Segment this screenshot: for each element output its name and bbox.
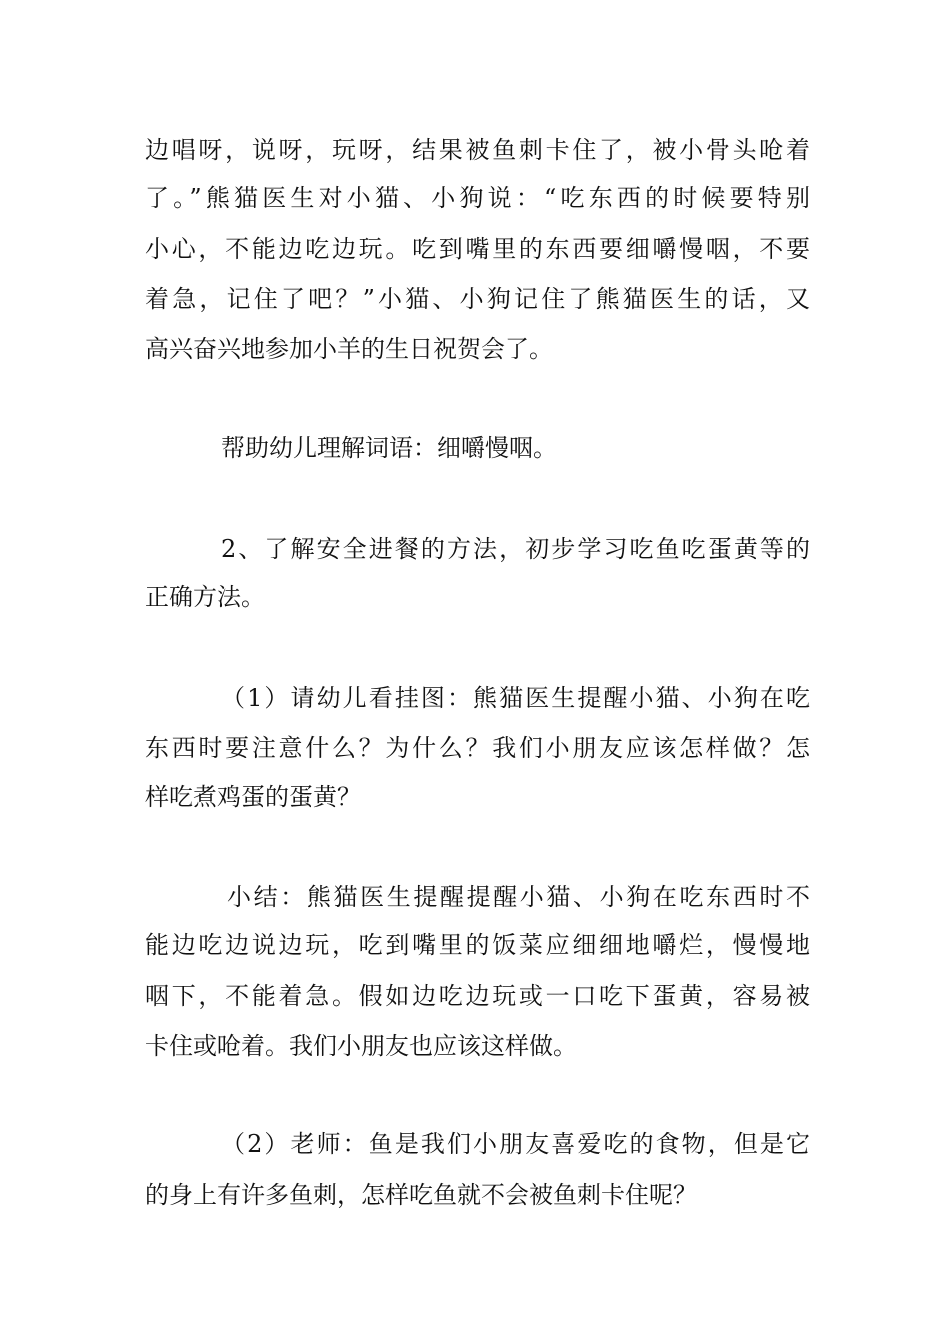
story-line-1: 边唱呀，说呀，玩呀，结果被鱼刺卡住了，被小骨头呛着: [145, 136, 810, 164]
story-line-5: 高兴奋兴地参加小羊的生日祝贺会了。: [145, 335, 553, 363]
step-2-1-line-1: （1）请幼儿看挂图：熊猫医生提醒小猫、小狗在吃: [221, 684, 810, 712]
vocab-help-line: 帮助幼儿理解词语：细嚼慢咽。: [221, 434, 557, 462]
step-2-2-line-1: （2）老师：鱼是我们小朋友喜爱吃的食物，但是它: [221, 1130, 810, 1158]
summary-line-1: 小结：熊猫医生提醒提醒小猫、小狗在吃东西时不: [227, 883, 810, 911]
story-line-4: 着急，记住了吧？”小猫、小狗记住了熊猫医生的话，又: [145, 285, 810, 313]
step-2-line-2: 正确方法。: [145, 583, 265, 611]
step-2-1-line-2: 东西时要注意什么？为什么？我们小朋友应该怎样做？怎: [145, 734, 810, 762]
step-2-line-1: 2、了解安全进餐的方法，初步学习吃鱼吃蛋黄等的: [221, 535, 810, 563]
story-line-3: 小心，不能边吃边玩。吃到嘴里的东西要细嚼慢咽，不要: [145, 235, 810, 263]
summary-line-3: 咽下，不能着急。假如边吃边玩或一口吃下蛋黄，容易被: [145, 982, 810, 1010]
story-line-2: 了。”熊猫医生对小猫、小狗说：“吃东西的时候要特别: [145, 184, 810, 212]
step-2-2-line-2: 的身上有许多鱼刺，怎样吃鱼就不会被鱼刺卡住呢？: [145, 1181, 697, 1209]
step-2-1-line-3: 样吃煮鸡蛋的蛋黄？: [145, 783, 361, 811]
summary-line-2: 能边吃边说边玩，吃到嘴里的饭菜应细细地嚼烂，慢慢地: [145, 931, 810, 959]
summary-line-4: 卡住或呛着。我们小朋友也应该这样做。: [145, 1032, 577, 1060]
